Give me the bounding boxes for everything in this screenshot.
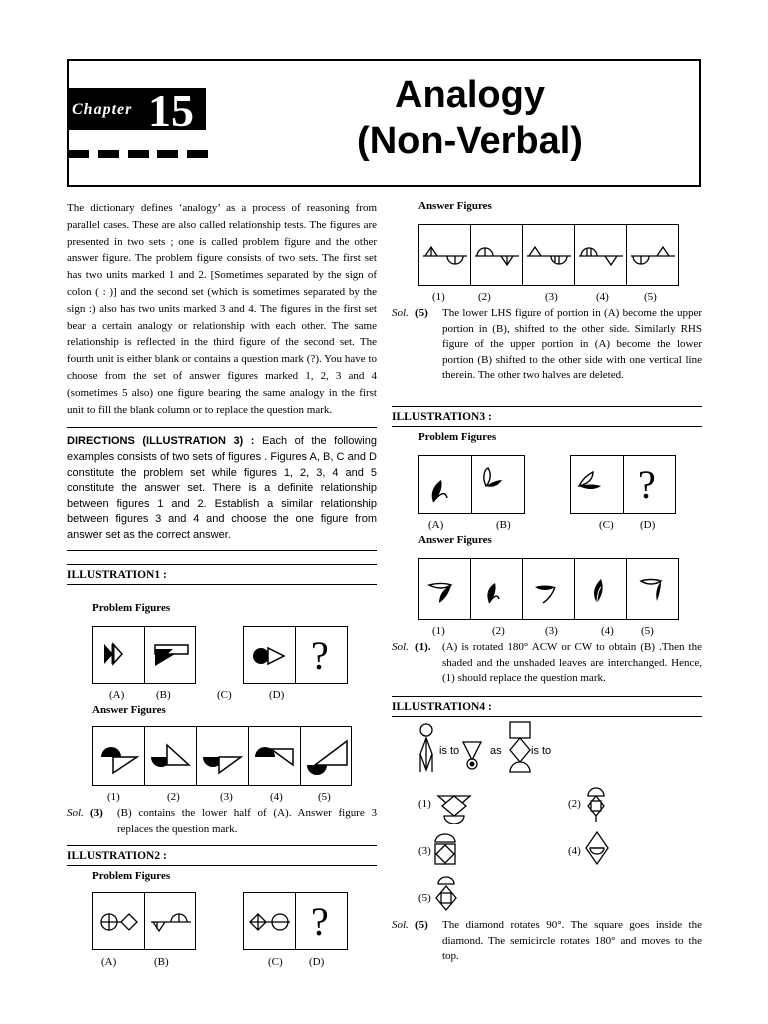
label-3: (3) [545,291,558,303]
figure-3 [510,722,530,772]
label-A: (A) [428,519,444,531]
ill1-answer-3 [197,727,249,785]
sol-text: The lower LHS figure of portion in (A) become the upper portion in (B), shifted to the other side. Similarly RHS figure of the upper portion in (A) become the lower portion (B) shifted to the other side with one vertical line therein. The other two halves are deleted. [442,307,702,381]
left-column [67,200,377,585]
sol-label: Sol. [392,919,409,931]
ill3-answer-3 [523,559,575,619]
ill2-fig-B [145,893,197,949]
ill2-answer-label: Answer Figures [418,200,492,212]
page-title [290,72,650,164]
sol-number: (5) [415,919,428,931]
label-3: (3) [220,791,233,803]
as-text: as [490,745,502,757]
ill2-problem-label: Problem Figures [92,870,171,882]
figure-2 [463,742,481,769]
directions-label: DIRECTIONS (ILLUSTRATION 3) : [67,435,255,448]
opt-label-1: (1) [418,798,431,810]
ill1-answer-label: Answer Figures [92,704,166,716]
opt-label-4: (4) [568,845,581,857]
ill2-answer-4 [575,225,627,285]
label-A: (A) [109,689,125,701]
sol-label: Sol. [392,641,409,653]
ill4-option-5 [434,876,458,916]
ill2-fig-A [93,893,145,949]
sol-text: (B) contains the lower half of (A). Answer figure 3 replaces the question mark. [117,807,377,835]
label-C: (C) [268,956,283,968]
ill1-fig-B [145,627,197,683]
ill4-option-4 [584,830,610,870]
ill1-answer-5 [301,727,353,785]
chapter-number: 15 [148,85,194,136]
ill3-fig-C [571,456,624,513]
label-5: (5) [318,791,331,803]
ill1-problem-set-1 [92,626,196,684]
label-4: (4) [596,291,609,303]
ill3-problem-set-1 [418,455,525,514]
label-2: (2) [492,625,505,637]
directions-paragraph [67,434,377,543]
ill3-fig-D [624,456,677,513]
label-2: (2) [478,291,491,303]
ill2-answer-set [418,224,679,286]
ill4-option-3 [432,832,458,868]
ill2-problem-labels [92,956,362,970]
ill4-solution [392,918,702,965]
chapter-dashes [68,150,208,158]
ill2-answer-labels [418,291,688,305]
label-D: (D) [640,519,656,531]
illustration-4-heading: ILLUSTRATION4 : [392,696,702,717]
sol-text: The diamond rotates 90°. The square goes inside the diamond. The semicircle rotates 180° and moves to the top. [442,919,702,962]
ill1-fig-A [93,627,145,683]
opt-label-3: (3) [418,845,431,857]
label-2: (2) [167,791,180,803]
label-C: (C) [217,689,232,701]
ill1-fig-C [244,627,296,683]
intro-paragraph: The dictionary defines ‘analogy’ as a process of reasoning from parallel cases. These are also called relationship tests. The figures are presented in two sets ; one is called problem figure and the other answer figure. The problem figure consists of two sets. The first set has two units marked 1 and 2. [Sometimes separated by the sign of colon ( : )] and the second set (which is sometimes separated by the sign :) also has two units marked 3 and 4. The figures in the first set bear a certain analogy or relationship with each other. The same relationship is reflected in the third figure of the second set. The fourth unit is either blank or contains a question mark (?). You have to choose from the set of answer figures marked 1, 2, 3 and 4 (sometimes 5 also) one figure bearing the same analogy in the first unit to fill the blank column or to replace the question mark. [67,202,377,416]
figure-1 [420,724,432,772]
ill3-answer-label: Answer Figures [418,534,492,546]
directions-text: Each of the following examples consists of two sets of figures . Figures A, B, C and D constitute the problem set while figures 1, 2, 3, 4 and 5 constitute the answer set. There is a definite relationship between figures 1 and 2. Establish a similar relationship between figures 3 and 4 and choose the one figure from answer set as the correct answer. [67,435,377,541]
ill1-problem-label: Problem Figures [92,602,171,614]
label-B: (B) [154,956,169,968]
ill3-fig-A [419,456,472,513]
ill3-fig-B [472,456,526,513]
ill3-answer-labels [418,625,688,639]
question-mark: ? [638,462,656,507]
illustration-3-heading: ILLUSTRATION3 : [392,406,702,427]
sol-label: Sol. [67,807,84,819]
ill2-fig-C [244,893,296,949]
question-mark: ? [311,633,329,678]
ill2-solution [392,306,702,384]
ill2-problem-set-1 [92,892,196,950]
ill1-problem-labels [92,689,362,703]
label-5: (5) [641,625,654,637]
question-mark: ? [311,899,329,944]
label-A: (A) [101,956,117,968]
chapter-badge [68,85,206,136]
is-to-1: is to [439,745,460,757]
label-3: (3) [545,625,558,637]
ill3-answer-1 [419,559,471,619]
ill4-option-1 [434,790,474,824]
ill4-option-2 [584,784,608,824]
ill3-solution [392,640,702,687]
opt-label-2: (2) [568,798,581,810]
sol-text: (A) is rotated 180° ACW or CW to obtain (B) .Then the shaded and the unshaded leaves are interchanged. Hence, (1) should replace the question mark. [442,641,702,684]
opt-label-5: (5) [418,892,431,904]
label-B: (B) [156,689,171,701]
label-D: (D) [269,689,285,701]
ill1-answer-labels [92,791,362,805]
ill1-answer-1 [93,727,145,785]
sol-number: (5) [415,307,428,319]
label-1: (1) [432,625,445,637]
illustration-2-heading: ILLUSTRATION2 : [67,845,377,866]
ill2-answer-3 [523,225,575,285]
ill3-answer-5 [627,559,680,619]
ill3-answer-4 [575,559,627,619]
ill3-answer-2 [471,559,523,619]
ill1-solution [67,806,377,837]
ill1-problem-set-2 [243,626,348,684]
ill3-problem-labels [418,519,688,533]
label-4: (4) [601,625,614,637]
title-line-2: (Non-Verbal) [357,120,583,162]
sol-number: (1). [415,641,431,653]
label-1: (1) [107,791,120,803]
sol-number: (3) [90,807,103,819]
label-4: (4) [270,791,283,803]
chapter-word: Chapter [72,101,133,118]
label-B: (B) [496,519,511,531]
ill1-fig-D [296,627,349,683]
ill2-answer-5 [627,225,680,285]
ill2-problem-set-2 [243,892,348,950]
ill1-answer-2 [145,727,197,785]
ill3-problem-label: Problem Figures [418,431,497,443]
ill3-answer-set [418,558,679,620]
label-C: (C) [599,519,614,531]
title-line-1: Analogy [395,74,545,116]
label-D: (D) [309,956,325,968]
sol-label: Sol. [392,307,409,319]
ill3-problem-set-2 [570,455,676,514]
is-to-2: is to [531,745,552,757]
ill1-answer-set [92,726,352,786]
ill2-fig-D [296,893,349,949]
ill2-answer-2 [471,225,523,285]
label-5: (5) [644,291,657,303]
label-1: (1) [432,291,445,303]
ill2-answer-1 [419,225,471,285]
ill1-answer-4 [249,727,301,785]
illustration-1-heading: ILLUSTRATION1 : [67,564,377,585]
divider [67,427,377,428]
